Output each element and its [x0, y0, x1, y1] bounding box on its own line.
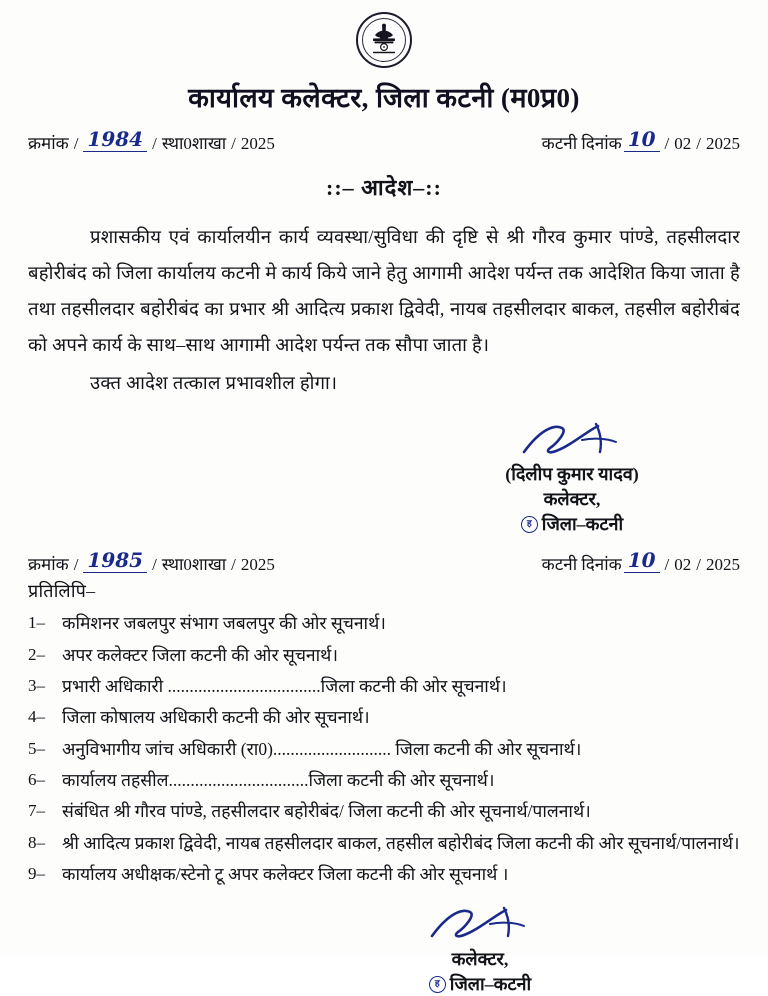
list-item-number: 2–	[28, 644, 45, 664]
slash-2c: /	[231, 555, 236, 575]
copy-distribution-list	[28, 609, 740, 888]
reference-left-2	[28, 550, 275, 575]
signatory-name: (दिलीप कुमार यादव)	[505, 464, 639, 485]
list-item-text: कमिशनर जबलपुर संभाग जबलपुर की ओर सूचनार्थ।	[62, 613, 386, 634]
kramank-number-2: 1985	[83, 548, 147, 573]
kramank-label-2: क्रमांक	[28, 555, 69, 575]
date-month-2: 02	[674, 555, 692, 575]
signatory-district-row-2	[429, 972, 531, 996]
list-item	[28, 672, 740, 700]
list-item-text: अपर कलेक्टर जिला कटनी की ओर सूचनार्थ।	[62, 644, 338, 665]
list-item	[28, 735, 740, 763]
handwritten-signature-icon-2	[420, 902, 540, 946]
date-day-2: 10	[624, 548, 660, 573]
reference-left-1	[28, 129, 275, 154]
list-item-number: 6–	[28, 770, 45, 790]
list-item-text: श्री आदित्य प्रकाश द्विवेदी, नायब तहसीलदार बाकल, तहसील बहोरीबंद जिला कटनी की ओर सूचनार्थ/पालनार्थ।	[62, 832, 740, 853]
date-month-1: 02	[674, 134, 692, 153]
copy-to-label: प्रतिलिपि–	[28, 581, 96, 602]
signatory-district-row	[521, 512, 623, 536]
handwritten-signature-icon	[512, 418, 632, 462]
date-label-2: कटनी दिनांक	[541, 555, 622, 575]
office-title: कार्यालय कलेक्टर, जिला कटनी (म0प्र0)	[188, 83, 580, 113]
list-item	[28, 766, 740, 794]
order-paragraph-1	[28, 220, 740, 364]
order-paragraph-2-text: उक्त आदेश तत्काल प्रभावशील होगा।	[90, 374, 338, 395]
slash-2b: /	[152, 555, 157, 575]
kramank-number-1: 1984	[83, 127, 147, 152]
order-paragraph-2	[28, 366, 740, 402]
list-item-number: 4–	[28, 707, 45, 727]
slash-1d: /	[664, 134, 670, 153]
list-item-number: 8–	[28, 832, 45, 852]
branch-label-1: स्था0शाखा	[161, 134, 227, 153]
branch-label-2: स्था0शाखा	[161, 555, 227, 575]
slash-1a: /	[73, 134, 79, 153]
list-item	[28, 860, 740, 888]
signature-block-collector-2	[340, 902, 620, 996]
list-item-text: कार्यालय अधीक्षक/स्टेनो टू अपर कलेक्टर जिला कटनी की ओर सूचनार्थ ।	[62, 864, 509, 885]
list-item-number: 7–	[28, 801, 45, 821]
reference-right-2	[542, 550, 740, 575]
slash-2e: /	[696, 555, 701, 575]
reference-line-1	[28, 129, 740, 154]
date-year-2: 2025	[706, 555, 740, 575]
signatory-designation-2: कलेक्टर,	[451, 949, 509, 970]
emblem-container	[28, 0, 740, 68]
slash-2a: /	[73, 555, 79, 575]
seal-mark-icon-2: ह	[429, 976, 446, 993]
signatory-district-2: जिला–कटनी	[449, 974, 532, 995]
slash-1e: /	[696, 134, 701, 153]
reference-line-2	[28, 550, 740, 575]
slash-2d: /	[664, 555, 670, 575]
list-item-text: जिला कोषालय अधिकारी कटनी की ओर सूचनार्थ।	[62, 707, 370, 728]
year-2: 2025	[240, 555, 275, 575]
list-item-text: प्रभारी अधिकारी ...................................जिला कटनी की ओर सूचनार्थ।	[62, 676, 507, 696]
list-item	[28, 829, 740, 857]
list-item	[28, 703, 740, 731]
list-item	[28, 797, 740, 825]
signatory-district: जिला–कटनी	[541, 514, 624, 535]
list-item-text: संबंधित श्री गौरव पांण्डे, तहसीलदार बहोरीबंद/ जिला कटनी की ओर सूचनार्थ/पालनार्थ।	[62, 801, 591, 822]
date-label-1: कटनी दिनांक	[541, 134, 622, 153]
list-item-number: 3–	[28, 676, 45, 695]
date-day-1: 10	[624, 127, 660, 152]
signatory-designation: कलेक्टर,	[543, 489, 601, 510]
kramank-label-1: क्रमांक	[28, 134, 69, 153]
list-item-text: कार्यालय तहसील................................जिला कटनी की ओर सूचनार्थ।	[62, 770, 495, 791]
state-emblem-india-icon	[356, 12, 412, 68]
list-item-number: 9–	[28, 864, 45, 884]
list-item-number: 1–	[28, 613, 45, 633]
list-item-number: 5–	[28, 738, 45, 758]
order-heading: ::– आदेश–::	[326, 175, 442, 200]
seal-mark-icon: ह	[521, 516, 538, 533]
signature-block-collector-1	[422, 418, 722, 536]
slash-1c: /	[231, 134, 236, 153]
reference-right-1	[542, 129, 740, 154]
order-paragraph-1-text: प्रशासकीय एवं कार्यालयीन कार्य व्यवस्था/सुविधा की दृष्टि से श्री गौरव कुमार पांण्डे, तहसीलदार बहोरीबंद को जिला कार्यालय कटनी मे कार्य किये जाने हेतु आगामी आदेश पर्यन्त तक आदेशित किया जाता है तथा तहसीलदार बहोरीबंद का प्रभार श्री आदित्य प्रकाश द्विवेदी, नायब तहसीलदार बाकल, तहसील बहोरीबंद को अपने कार्य के साथ–साथ आगामी आदेश पर्यन्त तक सौपा जाता है।	[28, 228, 740, 357]
year-1: 2025	[240, 134, 275, 153]
list-item	[28, 641, 740, 669]
list-item	[28, 609, 740, 637]
date-year-1: 2025	[706, 134, 740, 153]
list-item-text: अनुविभागीय जांच अधिकारी (रा0)........................... जिला कटनी की ओर सूचनार्थ।	[62, 738, 582, 759]
order-body	[28, 220, 740, 402]
slash-1b: /	[152, 134, 157, 153]
